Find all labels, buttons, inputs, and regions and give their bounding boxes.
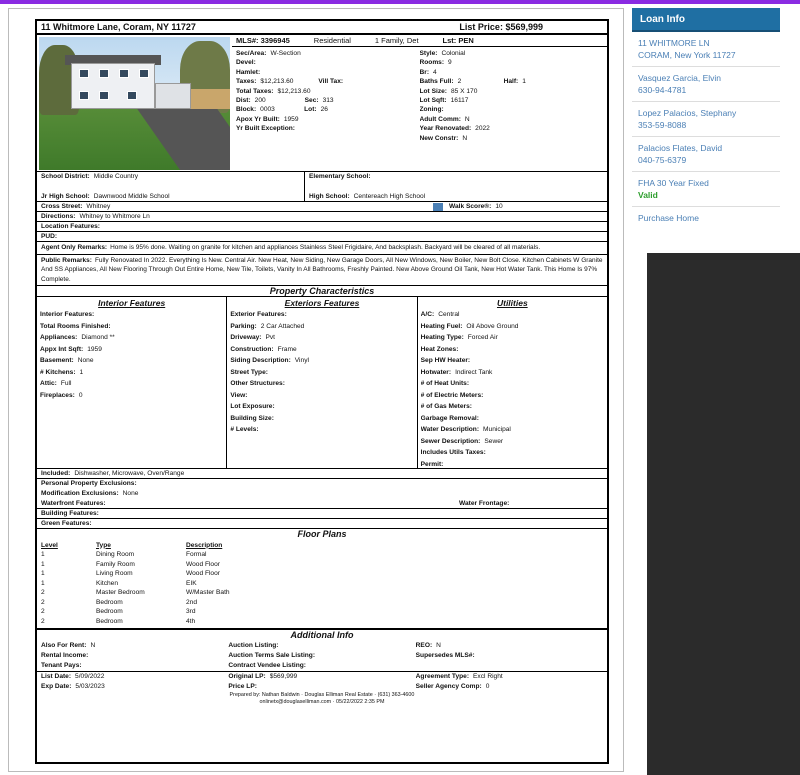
listing-dates: List Date: 5/09/2022 Exp Date: 5/03/2023 Original LP: $569,999 Price LP: Agreement Type: Excl Right Seller Agency Comp: 0	[41, 673, 503, 690]
table-row: 2 Bedroom 3rd	[41, 608, 196, 616]
property-details	[232, 35, 607, 171]
building-features-row: Building Features:	[37, 509, 607, 519]
additional-info-heading: Additional Info	[290, 630, 354, 640]
schools-section: School District: Middle Country Jr High School: Dawnwood Middle School Elementary School: High School: Centereach High School	[37, 172, 607, 202]
table-row: 1 Living Room Wood Floor	[41, 570, 220, 578]
table-row: 1 Family Room Wood Floor	[41, 560, 220, 568]
waterfront-row: Waterfront Features: Water Frontage:	[37, 499, 607, 509]
table-row: 1 Dining Room Formal	[41, 551, 207, 559]
pud-row: PUD:	[37, 232, 607, 242]
table-row: 1 Kitchen EIK	[41, 579, 197, 587]
details-right-column: Style: Colonial Rooms: 9 Br: 4 Baths Full: 2 Half: 1 Lot Size: 85 X 170 Lot Sqft: 16117 Zoning: Adult Comm: N Year Renovated: 2022 New Constr: N	[419, 50, 526, 142]
floor-plans: Floor Plans Level Type Description 1 Dining Room Formal 1 Family Room Wood Floor 1 Living Room Wood Floor 1 Kitchen EIK 2 Master Bedroom W/Master Bath 2 Bedroom 2nd 2 Bedroom 3rd 2 Bedroom 4th	[37, 529, 607, 630]
loan-purpose[interactable]: Purchase Home	[638, 213, 699, 223]
interior-features: Interior Features Interior Features: Total Rooms Finished: Appliances: Diamond ** Appx Int Sqft: 1959 Basement: None # Kitchens: 1 Attic: Full Fireplaces: 0	[37, 297, 227, 468]
table-row: 2 Master Bedroom W/Master Bath	[41, 589, 230, 597]
loan-info-panel	[632, 8, 780, 252]
listing-top-section	[37, 35, 607, 172]
utilities: Utilities A/C: Central Heating Fuel: Oil Above Ground Heating Type: Forced Air Heat Zones: Sep HW Heater: Hotwater: Indirect Tank # of Heat Units: # of Electric Meters: # of Gas Meters: Garbage Removal: Water Description: Municipal Sewer Description: Sewer Includes Utils Taxes: Permit:	[420, 298, 528, 468]
property-photo	[39, 37, 230, 170]
personal-exclusions-row: Personal Property Exclusions:	[41, 480, 137, 487]
location-row: Location Features:	[37, 222, 607, 232]
green-features-row: Green Features:	[37, 519, 607, 529]
dark-panel	[647, 253, 800, 775]
borrower-1[interactable]: Vasquez Garcia, Elvin 630-94-4781	[632, 67, 780, 102]
table-row: 2 Bedroom 2nd	[41, 598, 198, 606]
top-accent-bar	[0, 0, 800, 4]
loan-type[interactable]: FHA 30 Year Fixed Valid	[632, 172, 780, 207]
listing-header	[37, 21, 607, 35]
additional-info: Also For Rent: N Rental Income: Tenant Pays: Auction Listing: Auction Terms Sale Listing: Contract Vendee Listing: REO: N Supersedes MLS#:	[37, 641, 607, 672]
loan-status-badge: Valid	[638, 190, 658, 200]
loan-address[interactable]: 11 WHITMORE LN CORAM, New York 11727	[632, 32, 780, 67]
property-address: 11 Whitmore Lane, Coram, NY 11727	[41, 22, 196, 32]
map-icon[interactable]	[433, 203, 443, 211]
prepared-by-footer: Prepared by: Nathan Baldwin · Douglas Elliman Real Estate · (631) 363-4600 onlinetx@douglaselliman.com · 05/22/2022 2:35 PM	[229, 692, 415, 705]
details-left-column: Sec/Area: W-Section Devel: Hamlet: Taxes: $12,213.60 Vill Tax: Total Taxes: $12,213.60 Dist: 200 Sec: 313 Block: 0003 Lot: 26 Apox Yr Built: 1959 Yr Built Exception:	[236, 50, 344, 133]
loan-info-title: Loan Info	[632, 8, 780, 32]
directions-row: Directions: Whitney to Whitmore Ln	[37, 212, 607, 222]
table-row: 2 Bedroom 4th	[41, 617, 196, 625]
borrower-3[interactable]: Palacios Flates, David 040-75-6379	[632, 137, 780, 172]
agent-remarks: Agent Only Remarks: Home is 95% done. Waiting on granite for kitchen and appliances Stainless Steel Frigidaire, And backsplash. Backyard will be cleared of all materials.	[37, 242, 607, 255]
document-viewer[interactable]	[8, 8, 624, 772]
property-characteristics	[37, 297, 607, 469]
list-price: List Price: $569,999	[459, 22, 543, 32]
listing-sheet	[35, 19, 609, 764]
public-remarks: Public Remarks: Fully Renovated In 2022. Everything Is New. Central Air. New Heat, New Siding, New Garage Doors, All New Windows, New Boiler, New Bolt Close. Kitchen Cabinets W Granite And SS Appliances, All New Flooring Through Out Entire Home, New Tile, Toilets, Vanity In All Bathrooms, Freshly Painted. New Above Ground Oil Tank, New Hot Water Tank. This Home Is 97% Complete.	[37, 255, 607, 287]
borrower-2[interactable]: Lopez Palacios, Stephany 353-59-8088	[632, 102, 780, 137]
included-row: Included: Dishwasher, Microwave, Oven/Range	[37, 469, 607, 479]
property-characteristics-heading: Property Characteristics	[37, 286, 607, 297]
mls-row: MLS#: 3396945 Residential 1 Family, Det Lst: PEN	[232, 35, 607, 47]
modification-exclusions-row: Modification Exclusions: None	[41, 490, 139, 497]
cross-street-row: Cross Street: Whitney Walk Score®: 10	[37, 202, 607, 212]
floor-plans-table: Level Type Description 1 Dining Room Formal 1 Family Room Wood Floor 1 Living Room Wood Floor 1 Kitchen EIK 2 Master Bedroom W/Master Bath 2 Bedroom 2nd 2 Bedroom 3rd 2 Bedroom 4th	[41, 540, 281, 626]
exterior-features: Exteriors Features Exterior Features: Parking: 2 Car Attached Driveway: Pvt Construction: Frame Siding Description: Vinyl Street Type: Other Structures: View: Lot Exposure: Building Size: # Levels:	[227, 297, 417, 468]
